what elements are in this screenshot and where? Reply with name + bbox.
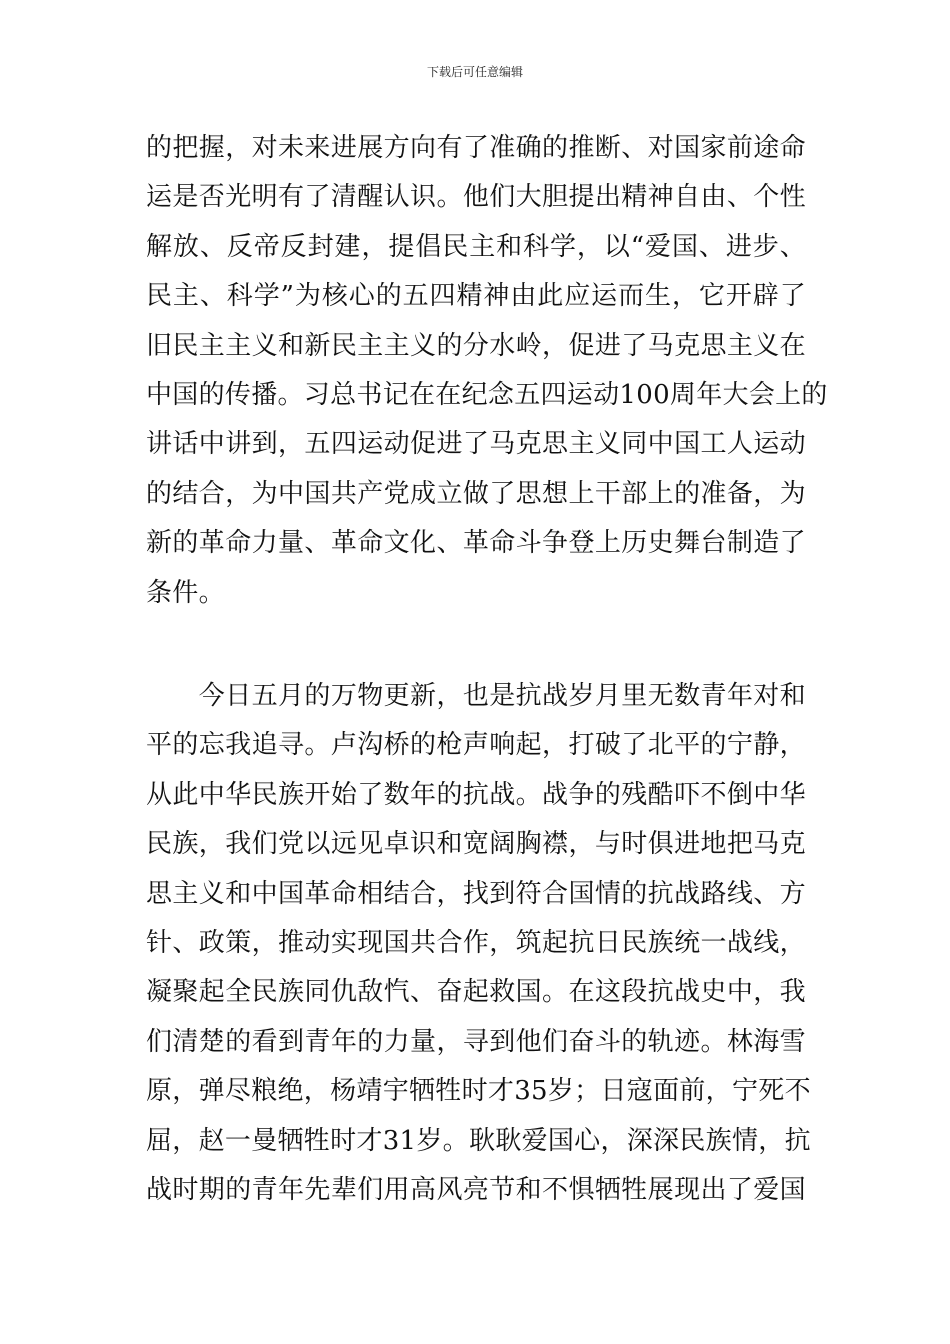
text-line: 条件。: [146, 577, 225, 608]
text-line: 解放、反帝反封建，提倡民主和科学，以“爱国、进步、: [146, 231, 806, 262]
text-line: 运是否光明有了清醒认识。他们大胆提出精神自由、个性: [146, 182, 806, 213]
text-line: 民主、科学”为核心的五四精神由此应运而生，它开辟了: [146, 281, 806, 312]
text-line: 的结合，为中国共产党成立做了思想上干部上的准备，为: [146, 478, 806, 509]
text-line: 民族，我们党以远见卓识和宽阔胸襟，与时俱进地把马克: [146, 829, 806, 860]
text-line: 的把握，对未来进展方向有了准确的推断、对国家前途命: [146, 133, 806, 163]
text-line: 们清楚的看到青年的力量，寻到他们奋斗的轨迹。林海雪: [146, 1026, 806, 1057]
text-line: 新的革命力量、革命文化、革命斗争登上历史舞台制造了: [146, 528, 806, 559]
paragraph-2: [146, 672, 811, 1215]
text-line: 讲话中讲到，五四运动促进了马克思主义同中国工人运动: [146, 429, 806, 460]
text-line: 今日五月的万物更新，也是抗战岁月里无数青年对和: [146, 681, 806, 711]
paragraph-1: [146, 124, 828, 618]
text-line: 中国的传播。习总书记在在纪念五四运动100周年大会上的: [146, 379, 828, 410]
text-line: 战时期的青年先辈们用高风亮节和不惧牺牲展现出了爱国: [146, 1174, 806, 1205]
text-line: 针、政策，推动实现国共合作，筑起抗日民族统一战线，: [146, 927, 806, 958]
text-line: 凝聚起全民族同仇敌忾、奋起救国。在这段抗战史中，我: [146, 977, 806, 1008]
text-line: 旧民主主义和新民主主义的分水岭，促进了马克思主义在: [146, 330, 806, 361]
text-line: 思主义和中国革命相结合，找到符合国情的抗战路线、方: [146, 878, 806, 909]
text-line: 从此中华民族开始了数年的抗战。战争的残酷吓不倒中华: [146, 779, 806, 810]
page-header: 下载后可任意编辑: [426, 65, 523, 79]
text-line: 屈，赵一曼牺牲时才31岁。耿耿爱国心，深深民族情，抗: [146, 1125, 811, 1156]
text-line: 原，弹尽粮绝，杨靖宇牺牲时才35岁；日寇面前，宁死不: [146, 1076, 811, 1107]
text-line: 平的忘我追寻。卢沟桥的枪声响起，打破了北平的宁静，: [146, 730, 806, 761]
